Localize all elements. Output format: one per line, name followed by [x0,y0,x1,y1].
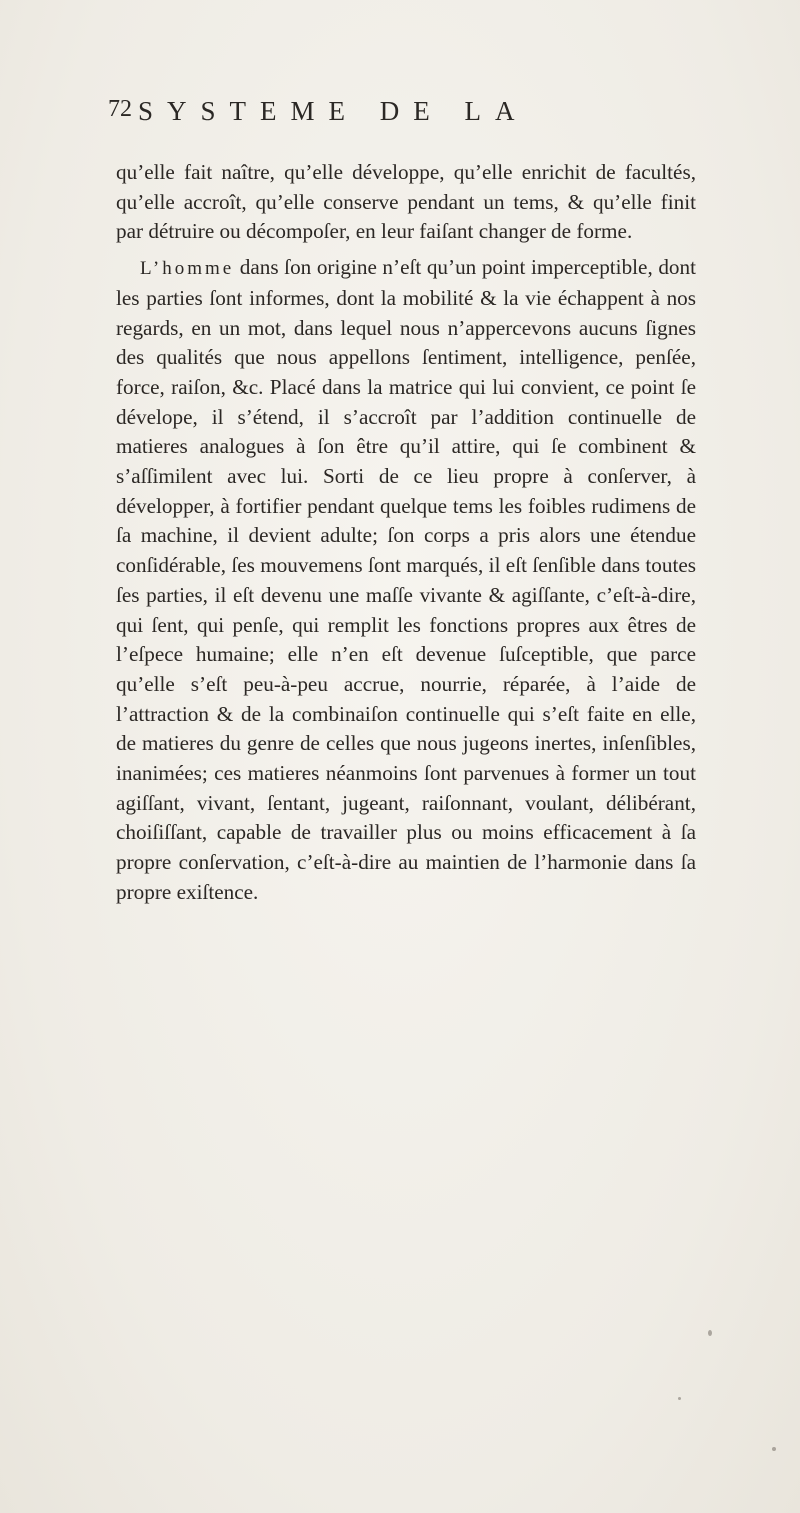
paragraph-1: qu’elle fait naître, qu’elle développe, qu’elle enrichit de facultés, qu’elle accroît, qu’elle conserve pendant un tems, & qu’elle finit par détruire ou décompoſer, en leur faiſant changer de forme. [116,160,696,244]
page-number: 72 [108,96,132,122]
body-text [116,158,696,908]
page-header [108,96,708,140]
paragraph-2-text: dans ſon origine n’eſt qu’un point imperceptible, dont les parties ſont informes, dont la mobilité & la vie échappent à nos regards, en un mot, dans lequel nous n’appercevons aucuns ſignes des qualités que nous appellons ſentiment, intelligence, penſée, force, raiſon, &c. Placé dans la matrice qui lui convient, ce point ſe dévelope, il s’étend, il s’accroît par l’addition continuelle de matieres analogues à ſon être qu’il attire, qui ſe combinent & s’aſſimilent avec lui. Sorti de ce lieu propre à conſerver, à développer, à fortifier pendant quelque tems les foibles rudimens de ſa machine, il devient adulte; ſon corps a pris alors une étendue conſidérable, ſes mouvemens ſont marqués, il eſt ſenſible dans toutes ſes parties, il eſt devenu une maſſe vivante & agiſſante, c’eſt-à-dire, qui ſent, qui penſe, qui remplit les fonctions propres aux êtres de l’eſpece humaine; elle n’en eſt devenue ſuſceptible, que parce qu’elle s’eſt peu-à-peu accrue, nourrie, réparée, à l’aide de l’attraction & de la combinaiſon continuelle qui s’eſt faite en elle, de matieres du genre de celles que nous jugeons inertes, inſenſibles, inanimées; ces matieres néanmoins ſont parvenues à former un tout agiſſant, vivant, ſentant, jugeant, raiſonnant, voulant, délibérant, choiſiſſant, capable de travailler plus ou moins efficacement à ſa propre conſervation, c’eſt-à-dire au maintien de l’harmonie dans ſa propre exiſtence. [116,255,696,904]
ink-speck [678,1397,681,1400]
paragraph-2 [116,253,696,907]
ink-speck [772,1447,776,1451]
ink-speck [708,1330,712,1336]
running-title: SYSTEME DE LA [138,96,529,126]
paragraph-2-lead: L’homme [140,258,235,280]
